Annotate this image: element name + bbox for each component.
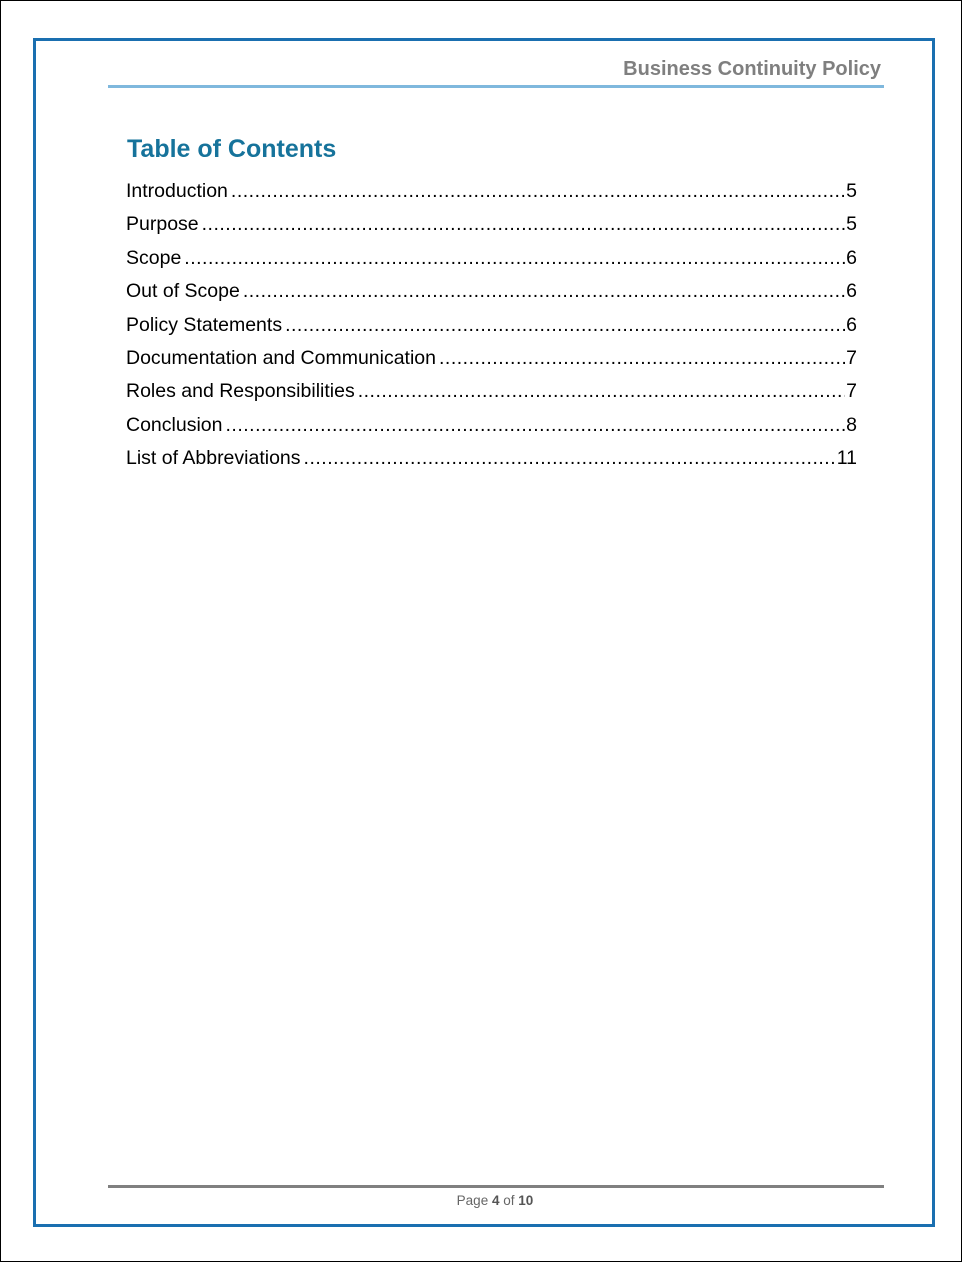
toc-entry-page: 8 [846, 413, 857, 436]
toc-entry-page: 7 [846, 380, 857, 403]
toc-entry-label: List of Abbreviations [126, 447, 301, 470]
toc-entry-policy-statements[interactable] [126, 314, 857, 347]
toc-dot-leader [202, 213, 846, 236]
toc-entry-page: 5 [846, 180, 857, 202]
footer-divider [108, 1185, 884, 1188]
header-divider [108, 85, 884, 88]
toc-entry-documentation-and-communication[interactable] [126, 347, 857, 380]
toc-dot-leader [358, 380, 845, 403]
toc-entry-label: Introduction [126, 180, 228, 202]
toc-entry-page: 6 [846, 313, 857, 336]
toc-dot-leader [231, 180, 845, 203]
table-of-contents [126, 180, 857, 481]
toc-dot-leader [184, 247, 845, 270]
toc-entry-label: Out of Scope [126, 280, 240, 303]
footer-of-word: of [503, 1193, 515, 1208]
toc-entry-label: Roles and Responsibilities [126, 380, 355, 403]
footer-current-page: 4 [491, 1193, 500, 1208]
toc-entry-page: 5 [846, 213, 857, 236]
toc-entry-scope[interactable] [126, 247, 857, 280]
toc-entry-label: Conclusion [126, 413, 223, 436]
toc-dot-leader [304, 447, 836, 470]
toc-heading: Table of Contents [127, 135, 337, 163]
toc-entry-label: Documentation and Communication [126, 346, 437, 369]
page-number-footer [0, 1193, 962, 1208]
toc-entry-out-of-scope[interactable] [126, 280, 857, 313]
toc-entry-page: 6 [846, 246, 857, 269]
toc-entry-list-of-abbreviations[interactable] [126, 447, 857, 480]
footer-page-word: Page [456, 1193, 489, 1208]
toc-entry-page: 11 [836, 447, 857, 470]
toc-entry-label: Purpose [126, 213, 199, 236]
toc-entry-page: 7 [846, 346, 857, 369]
toc-dot-leader [285, 314, 845, 337]
toc-dot-leader [243, 280, 845, 303]
toc-dot-leader [439, 347, 845, 370]
header-document-title: Business Continuity Policy [623, 58, 881, 80]
toc-entry-roles-and-responsibilities[interactable] [126, 380, 857, 413]
toc-entry-conclusion[interactable] [126, 414, 857, 447]
toc-entry-page: 6 [846, 280, 857, 303]
toc-entry-label: Scope [126, 246, 182, 269]
footer-total-pages: 10 [518, 1193, 534, 1208]
toc-entry-introduction[interactable] [126, 180, 857, 213]
toc-entry-label: Policy Statements [126, 313, 283, 336]
toc-dot-leader [225, 414, 845, 437]
toc-entry-purpose[interactable] [126, 213, 857, 246]
